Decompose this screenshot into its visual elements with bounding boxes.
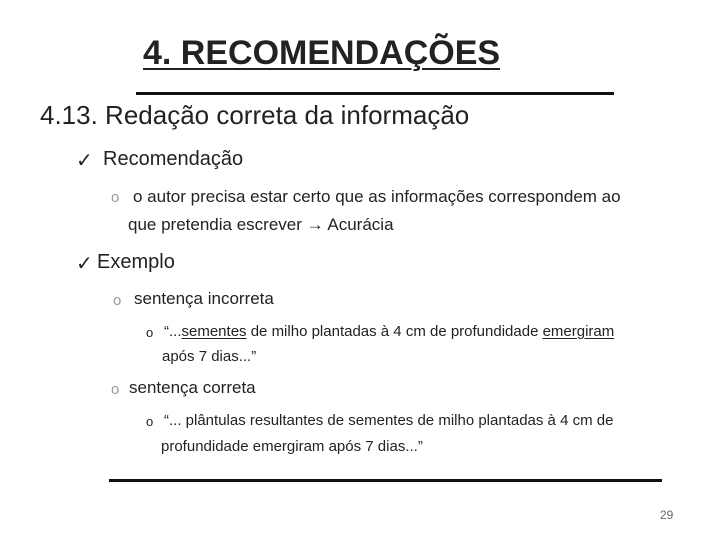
recomendacao-text-line1: o autor precisa estar certo que as informações correspondem ao — [133, 187, 621, 206]
checkmark-icon: ✓ — [76, 253, 93, 275]
correct-sentence-line2: profundidade emergiram após 7 dias...” — [161, 438, 423, 455]
underlined-word: sementes — [181, 323, 247, 340]
sub-bullet-icon: o — [146, 414, 154, 429]
slide-subtitle: 4.13. Redação correta da informação — [40, 100, 470, 130]
incorrect-sentence-line2: após 7 dias...” — [162, 348, 257, 365]
checkmark-icon: ✓ — [76, 150, 93, 172]
correct-sentence-line1: “... plântulas resultantes de sementes de milho plantadas à 4 cm de — [164, 412, 614, 429]
page-number: 29 — [660, 508, 674, 522]
slide-title: 4. RECOMENDAÇÕES — [143, 34, 501, 72]
recomendacao-text-line2: que pretendia escrever → Acurácia — [128, 215, 394, 234]
section-label-exemplo: Exemplo — [97, 251, 175, 273]
bullet-icon: o — [111, 381, 120, 398]
example-label-incorrect: sentença incorreta — [134, 289, 274, 308]
bullet-icon: o — [111, 189, 120, 206]
bullet-icon: o — [113, 292, 122, 309]
underlined-word: emergiram — [542, 323, 615, 340]
footer-divider — [109, 479, 662, 482]
title-divider — [136, 92, 614, 95]
incorrect-sentence-line1: “...sementes de milho plantadas à 4 cm de profundidade emergiram — [164, 323, 615, 340]
section-label-recomendacao: Recomendação — [103, 148, 244, 170]
example-label-correct: sentença correta — [129, 378, 256, 397]
sub-bullet-icon: o — [146, 325, 154, 340]
